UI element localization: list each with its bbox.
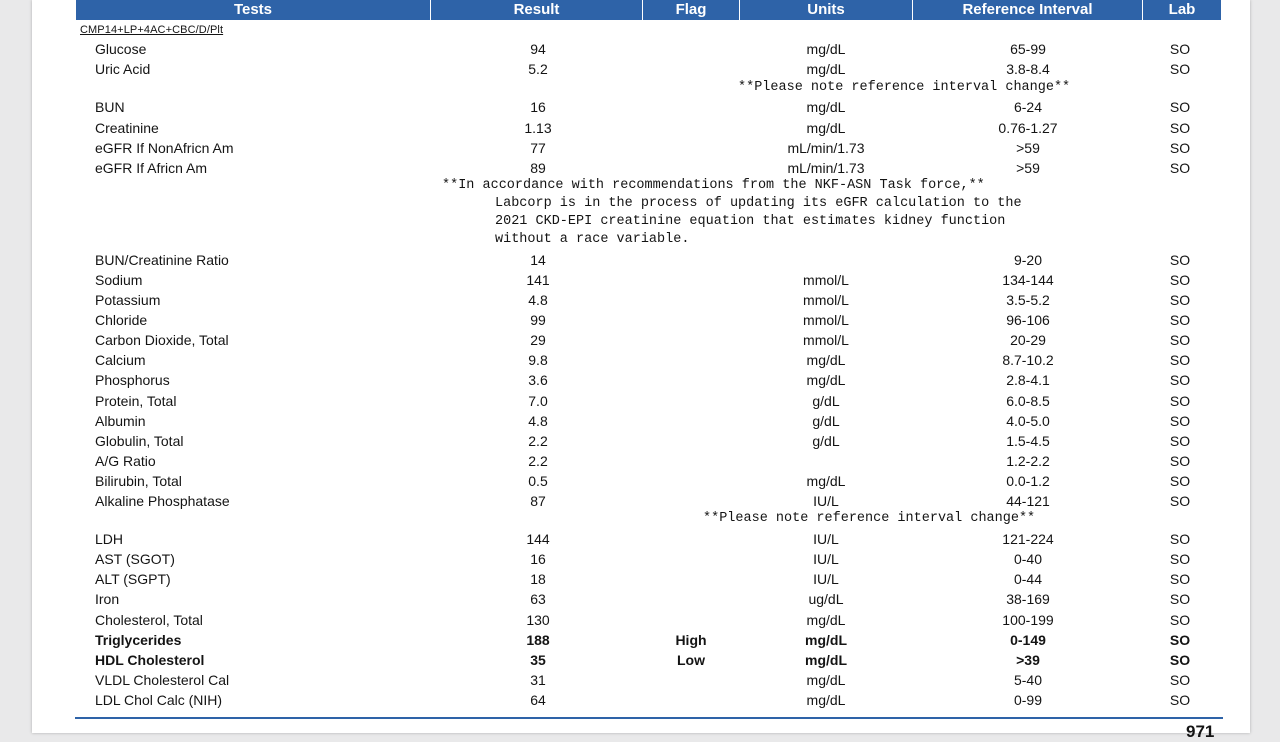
header-reference-interval: Reference Interval: [962, 1, 1093, 18]
reference-interval-value: 0.0-1.2: [1006, 473, 1050, 489]
test-name: Globulin, Total: [95, 433, 184, 449]
reference-interval-value: 0-149: [1010, 632, 1046, 648]
result-value: 9.8: [528, 352, 548, 368]
result-value: 35: [530, 652, 546, 668]
lab-code: SO: [1169, 41, 1191, 57]
units-value: g/dL: [812, 433, 840, 449]
lab-code: SO: [1169, 99, 1191, 115]
lab-code: SO: [1169, 352, 1191, 368]
table-row: [0, 160, 1280, 178]
result-value: 1.13: [524, 120, 552, 136]
result-value: 63: [530, 591, 546, 607]
reference-interval-value: 44-121: [1006, 493, 1050, 509]
units-value: mmol/L: [803, 312, 849, 328]
result-value: 14: [530, 252, 546, 268]
test-name: Carbon Dioxide, Total: [95, 332, 229, 348]
table-row: [0, 393, 1280, 411]
result-value: 4.8: [528, 292, 548, 308]
table-row: [0, 652, 1280, 670]
lab-code: SO: [1169, 612, 1191, 628]
reference-interval-value: 4.0-5.0: [1006, 413, 1050, 429]
units-value: mg/dL: [806, 612, 846, 628]
table-row: [0, 413, 1280, 431]
lab-code: SO: [1169, 120, 1191, 136]
lab-code: SO: [1169, 453, 1191, 469]
test-name: Creatinine: [95, 120, 159, 136]
result-value: 144: [526, 531, 550, 547]
units-value: mg/dL: [805, 652, 847, 668]
lab-code: SO: [1169, 413, 1191, 429]
reference-interval-value: >59: [1016, 160, 1040, 176]
table-row: [0, 433, 1280, 451]
table-row: [0, 120, 1280, 138]
reference-change-note: **Please note reference interval change**: [703, 511, 1036, 526]
table-row: [0, 352, 1280, 370]
result-value: 89: [530, 160, 546, 176]
lab-code: SO: [1169, 591, 1191, 607]
table-row: [0, 591, 1280, 609]
reference-interval-value: >59: [1016, 140, 1040, 156]
result-value: 141: [526, 272, 550, 288]
test-name: eGFR If Africn Am: [95, 160, 208, 176]
lab-code: SO: [1169, 393, 1191, 409]
result-value: 16: [530, 99, 546, 115]
table-row: [0, 531, 1280, 549]
reference-interval-value: 65-99: [1010, 41, 1046, 57]
lab-code: SO: [1169, 140, 1191, 156]
lab-code: SO: [1169, 252, 1191, 268]
lab-code: SO: [1169, 551, 1191, 567]
test-name: Glucose: [95, 41, 147, 57]
reference-interval-value: 1.2-2.2: [1006, 453, 1050, 469]
table-row: [0, 272, 1280, 290]
table-row: [0, 473, 1280, 491]
units-value: g/dL: [812, 393, 840, 409]
result-value: 0.5: [528, 473, 548, 489]
reference-interval-value: 2.8-4.1: [1006, 372, 1050, 388]
reference-interval-value: 0-44: [1013, 571, 1043, 587]
test-name: Sodium: [95, 272, 143, 288]
egfr-note-line: **In accordance with recommendations from the NKF-ASN Task force,**: [442, 178, 985, 193]
header-tests: Tests: [233, 1, 273, 18]
result-value: 2.2: [528, 453, 548, 469]
lab-code: SO: [1169, 473, 1191, 489]
table-row: [0, 632, 1280, 650]
table-footer-rule: [75, 717, 1223, 719]
units-value: mg/dL: [806, 692, 846, 708]
units-value: mmol/L: [803, 272, 849, 288]
units-value: mg/dL: [806, 99, 846, 115]
reference-interval-value: 8.7-10.2: [1002, 352, 1054, 368]
reference-interval-value: >39: [1016, 652, 1040, 668]
result-value: 4.8: [528, 413, 548, 429]
test-name: BUN/Creatinine Ratio: [95, 252, 229, 268]
result-value: 99: [530, 312, 546, 328]
units-value: mL/min/1.73: [787, 160, 865, 176]
table-row: [0, 41, 1280, 59]
header-units: Units: [807, 1, 845, 18]
reference-interval-value: 0.76-1.27: [998, 120, 1058, 136]
lab-code: SO: [1169, 312, 1191, 328]
result-value: 5.2: [528, 61, 548, 77]
test-name: Iron: [95, 591, 120, 607]
result-value: 64: [530, 692, 546, 708]
test-name: Bilirubin, Total: [95, 473, 182, 489]
test-name: LDH: [95, 531, 124, 547]
units-value: mg/dL: [806, 352, 846, 368]
reference-interval-value: 96-106: [1006, 312, 1050, 328]
result-value: 94: [530, 41, 546, 57]
result-value: 87: [530, 493, 546, 509]
egfr-note-line: Labcorp is in the process of updating its eGFR calculation to the: [495, 196, 1022, 211]
flag-value: Low: [677, 652, 705, 668]
test-name: Phosphorus: [95, 372, 170, 388]
test-name: BUN: [95, 99, 125, 115]
lab-code: SO: [1169, 272, 1191, 288]
units-value: IU/L: [813, 531, 839, 547]
units-value: mg/dL: [806, 41, 846, 57]
reference-interval-value: 5-40: [1013, 672, 1043, 688]
units-value: mg/dL: [806, 61, 846, 77]
units-value: mg/dL: [806, 120, 846, 136]
reference-interval-value: 38-169: [1006, 591, 1050, 607]
egfr-note-line: 2021 CKD-EPI creatinine equation that estimates kidney function: [495, 214, 1006, 229]
table-row: [0, 332, 1280, 350]
test-name: Chloride: [95, 312, 148, 328]
table-row: [0, 99, 1280, 117]
reference-interval-value: 6.0-8.5: [1006, 393, 1050, 409]
table-row: [0, 551, 1280, 569]
table-row: [0, 252, 1280, 270]
units-value: IU/L: [813, 493, 839, 509]
reference-interval-value: 0-40: [1013, 551, 1043, 567]
table-row: [0, 493, 1280, 511]
test-name: eGFR If NonAfricn Am: [95, 140, 234, 156]
reference-change-note: **Please note reference interval change**: [738, 80, 1071, 95]
lab-code: SO: [1169, 531, 1191, 547]
lab-code: SO: [1169, 652, 1191, 668]
units-value: IU/L: [813, 551, 839, 567]
lab-code: SO: [1169, 433, 1191, 449]
units-value: mg/dL: [806, 473, 846, 489]
table-row: [0, 571, 1280, 589]
table-row: [0, 453, 1280, 471]
result-value: 16: [530, 551, 546, 567]
lab-code: SO: [1169, 61, 1191, 77]
lab-code: SO: [1169, 692, 1191, 708]
test-name: Protein, Total: [95, 393, 177, 409]
lab-code: SO: [1169, 672, 1191, 688]
table-row: [0, 61, 1280, 79]
table-row: [0, 292, 1280, 310]
result-value: 7.0: [528, 393, 548, 409]
units-value: g/dL: [812, 413, 840, 429]
result-value: 2.2: [528, 433, 548, 449]
test-name: Alkaline Phosphatase: [95, 493, 230, 509]
test-name: Calcium: [95, 352, 146, 368]
result-value: 3.6: [528, 372, 548, 388]
table-row: [0, 612, 1280, 630]
lab-code: SO: [1169, 632, 1191, 648]
test-name: Cholesterol, Total: [95, 612, 203, 628]
test-name: HDL Cholesterol: [95, 652, 205, 668]
result-value: 29: [530, 332, 546, 348]
lab-code: SO: [1169, 160, 1191, 176]
units-value: mg/dL: [806, 672, 846, 688]
test-name: Triglycerides: [95, 632, 182, 648]
panel-code: CMP14+LP+4AC+CBC/D/Plt: [80, 24, 224, 36]
table-row: [0, 692, 1280, 710]
units-value: IU/L: [813, 571, 839, 587]
header-result: Result: [513, 1, 560, 18]
test-name: Potassium: [95, 292, 161, 308]
result-value: 77: [530, 140, 546, 156]
lab-code: SO: [1169, 372, 1191, 388]
reference-interval-value: 6-24: [1013, 99, 1043, 115]
reference-interval-value: 9-20: [1013, 252, 1043, 268]
table-row: [0, 312, 1280, 330]
test-name: Uric Acid: [95, 61, 151, 77]
reference-interval-value: 3.5-5.2: [1006, 292, 1050, 308]
lab-code: SO: [1169, 571, 1191, 587]
header-flag: Flag: [675, 1, 707, 18]
reference-interval-value: 3.8-8.4: [1006, 61, 1050, 77]
flag-value: High: [675, 632, 707, 648]
egfr-note-line: without a race variable.: [495, 232, 690, 247]
test-name: Albumin: [95, 413, 146, 429]
page-number: 971: [1186, 722, 1215, 741]
reference-interval-value: 20-29: [1010, 332, 1046, 348]
units-value: mL/min/1.73: [787, 140, 865, 156]
reference-interval-value: 100-199: [1002, 612, 1054, 628]
result-value: 130: [526, 612, 550, 628]
lab-code: SO: [1169, 332, 1191, 348]
reference-interval-value: 134-144: [1002, 272, 1054, 288]
units-value: mg/dL: [805, 632, 847, 648]
result-value: 188: [526, 632, 550, 648]
header-lab: Lab: [1168, 1, 1196, 18]
test-name: LDL Chol Calc (NIH): [95, 692, 223, 708]
lab-code: SO: [1169, 292, 1191, 308]
table-row: [0, 372, 1280, 390]
test-name: A/G Ratio: [95, 453, 156, 469]
reference-interval-value: 121-224: [1002, 531, 1054, 547]
test-name: AST (SGOT): [95, 551, 175, 567]
test-name: VLDL Cholesterol Cal: [95, 672, 230, 688]
reference-interval-value: 1.5-4.5: [1006, 433, 1050, 449]
units-value: mg/dL: [806, 372, 846, 388]
result-value: 18: [530, 571, 546, 587]
lab-code: SO: [1169, 493, 1191, 509]
units-value: mmol/L: [803, 292, 849, 308]
test-name: ALT (SGPT): [95, 571, 171, 587]
table-row: [0, 672, 1280, 690]
table-row: [0, 140, 1280, 158]
units-value: mmol/L: [803, 332, 849, 348]
result-value: 31: [530, 672, 546, 688]
units-value: ug/dL: [808, 591, 844, 607]
reference-interval-value: 0-99: [1013, 692, 1043, 708]
